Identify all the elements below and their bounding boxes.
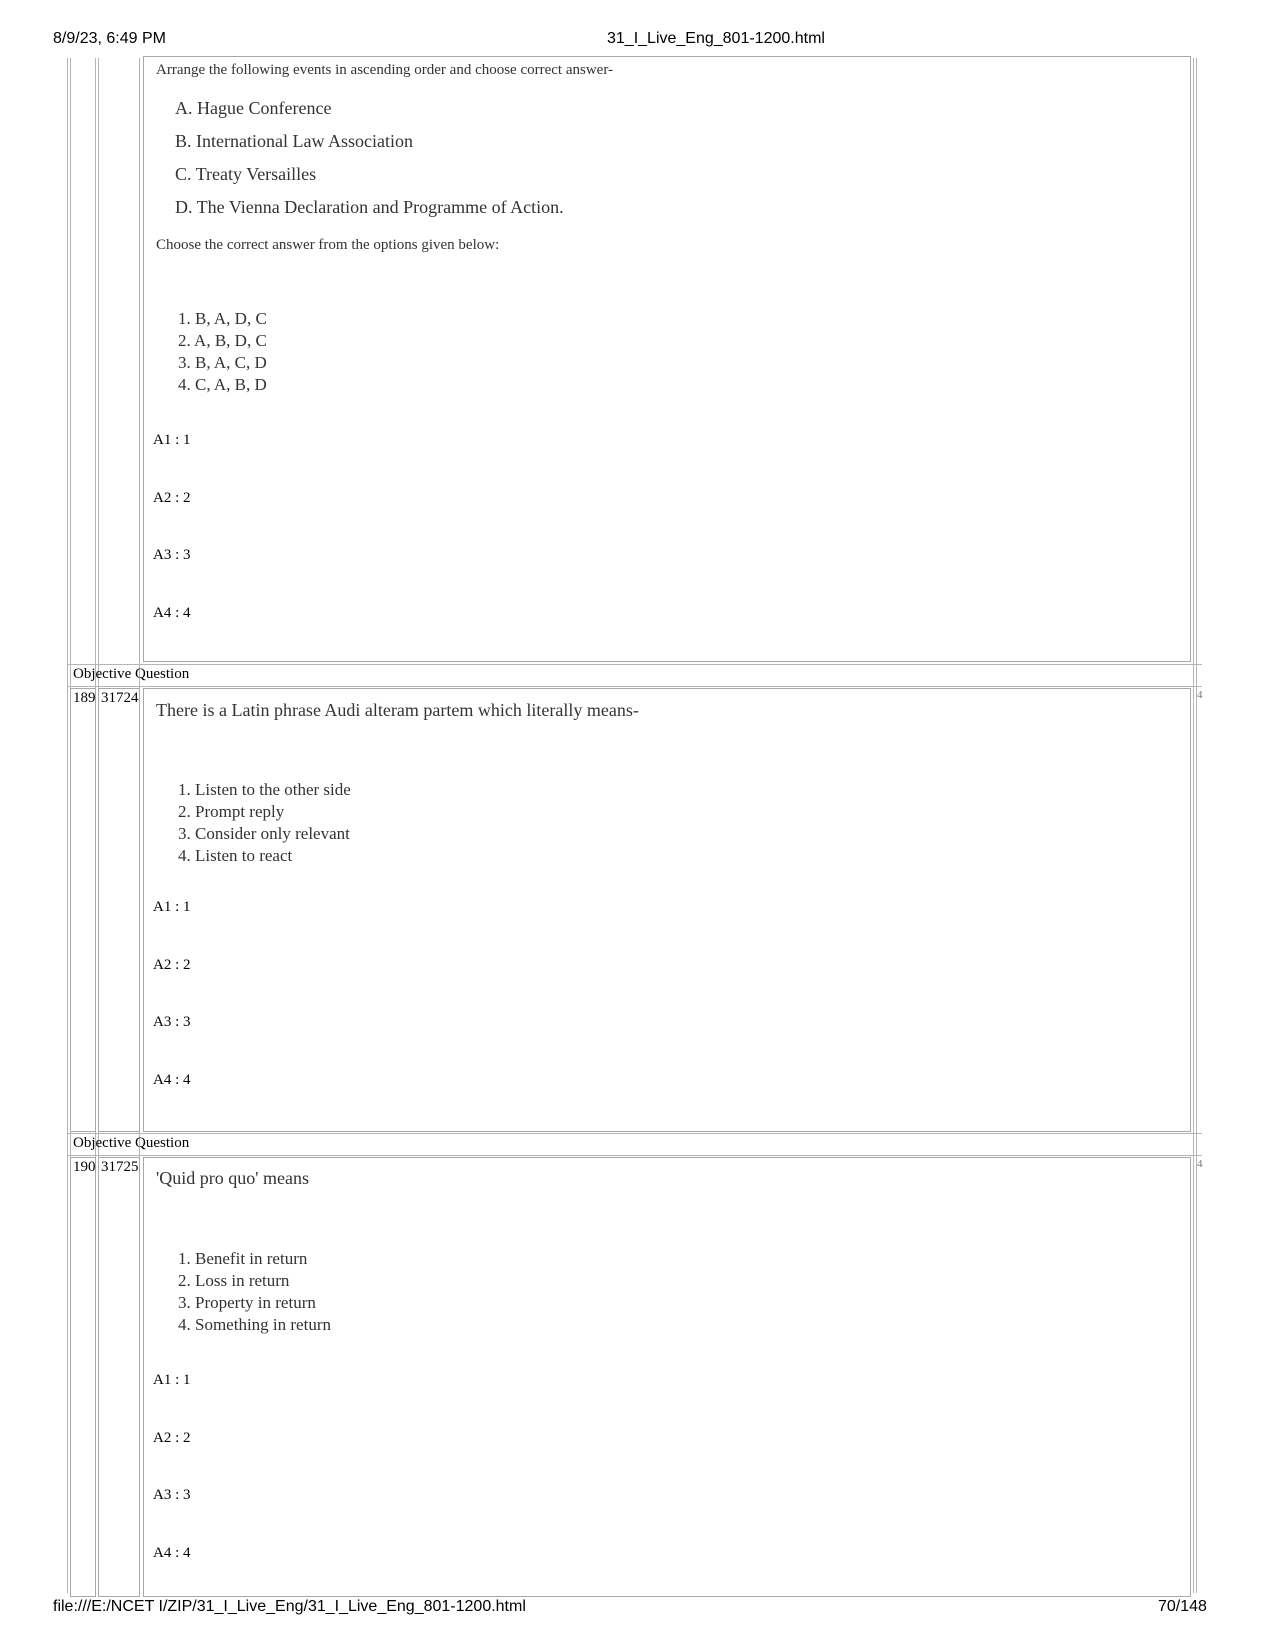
clipped-mark: 4: [1197, 689, 1203, 701]
question-prompt: Choose the correct answer from the options given below:: [156, 237, 500, 253]
answer-key: A4 : 4: [153, 1545, 191, 1561]
answer-key: A2 : 2: [153, 490, 191, 506]
option: 1. Benefit in return: [178, 1249, 308, 1268]
file-url: file:///E:/NCET I/ZIP/31_I_Live_Eng/31_I_Live_Eng_801-1200.html: [53, 1598, 526, 1615]
table-border-left: [67, 58, 68, 1593]
qid-cell-190: [98, 1157, 140, 1597]
clipped-mark: 4: [1197, 1158, 1203, 1170]
answer-key: A2 : 2: [153, 1430, 191, 1446]
qid-cell-189: [98, 688, 140, 1132]
answer-key: A3 : 3: [153, 1487, 191, 1503]
question-stem: Arrange the following events in ascending order and choose correct answer-: [156, 62, 614, 78]
question-stem: There is a Latin phrase Audi alteram partem which literally means-: [156, 700, 639, 720]
document-title: 31_I_Live_Eng_801-1200.html: [607, 30, 825, 47]
question-id: 31725: [101, 1159, 139, 1175]
question-stem: 'Quid pro quo' means: [156, 1168, 309, 1188]
answer-key: A1 : 1: [153, 899, 191, 915]
question-number: 189: [73, 690, 96, 706]
answer-key: A3 : 3: [153, 547, 191, 563]
list-item: C. Treaty Versailles: [175, 164, 317, 184]
option: 3. Consider only relevant: [178, 824, 350, 843]
row-divider: [67, 1133, 1202, 1134]
question-number: 190: [73, 1159, 96, 1175]
table-border-right: [1193, 58, 1194, 1593]
question-cell-190: [143, 1157, 1191, 1597]
page-number: 70/148: [1158, 1598, 1207, 1615]
option: 2. Loss in return: [178, 1271, 290, 1290]
answer-key: A2 : 2: [153, 957, 191, 973]
answer-key: A4 : 4: [153, 605, 191, 621]
row-divider: [67, 686, 1202, 687]
list-item: D. The Vienna Declaration and Programme of Action.: [175, 197, 564, 217]
option: 1. B, A, D, C: [178, 309, 267, 328]
list-item: B. International Law Association: [175, 131, 413, 151]
option: 4. C, A, B, D: [178, 375, 267, 394]
option: 3. Property in return: [178, 1293, 316, 1312]
answer-key: A3 : 3: [153, 1014, 191, 1030]
question-id: 31724: [101, 690, 139, 706]
print-datetime: 8/9/23, 6:49 PM: [53, 30, 166, 47]
sno-cell-190: [70, 1157, 96, 1597]
row-divider: [67, 664, 1202, 665]
sno-cell-189: [70, 688, 96, 1132]
option: 1. Listen to the other side: [178, 780, 351, 799]
option: 4. Something in return: [178, 1315, 331, 1334]
table-border-right-inner: [1196, 58, 1197, 1593]
option: 2. A, B, D, C: [178, 331, 267, 350]
option: 4. Listen to react: [178, 846, 293, 865]
question-cell-189: [143, 688, 1191, 1132]
question-type-label: Objective Question: [73, 1135, 190, 1151]
answer-key: A1 : 1: [153, 432, 191, 448]
answer-key: A1 : 1: [153, 1372, 191, 1388]
answer-key: A4 : 4: [153, 1072, 191, 1088]
option: 3. B, A, C, D: [178, 353, 267, 372]
list-item: A. Hague Conference: [175, 98, 332, 118]
option: 2. Prompt reply: [178, 802, 285, 821]
question-type-label: Objective Question: [73, 666, 190, 682]
row-divider: [67, 1155, 1202, 1156]
